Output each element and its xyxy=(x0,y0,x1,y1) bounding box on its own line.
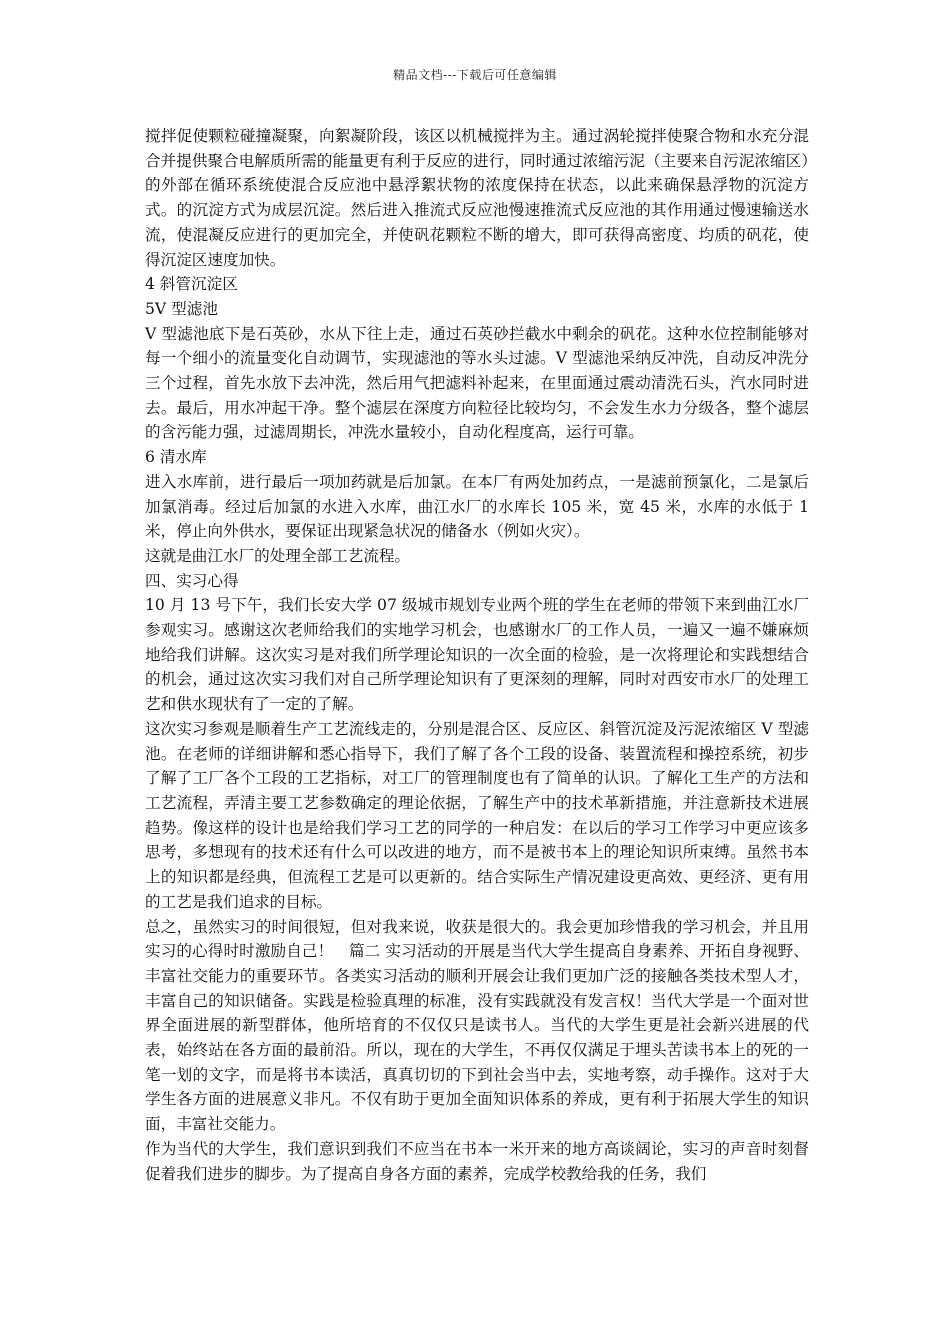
paragraph: 进入水库前，进行最后一项加药就是后加氯。在本厂有两处加药点，一是滤前预氯化，二是氯后加氯消毒。经过后加氯的水进入水库，曲江水厂的水库长 105 米，宽 45 米，水库的水低于 1 米，停止向外供水，要保证出现紧急状况的储备水（例如火灾）。 xyxy=(145,472,809,541)
paragraph: 作为当代的大学生，我们意识到我们不应当在书本一米开来的地方高谈阔论，实习的声音时刻督促着我们进步的脚步。为了提高自身各方面的素养，完成学校教给我的任务，我们 xyxy=(145,1139,809,1183)
paragraph: 这就是曲江水厂的处理全部工艺流程。 xyxy=(145,546,411,565)
section-heading: 5V 型滤池 xyxy=(145,299,218,318)
paragraph: 10 月 13 号下午，我们长安大学 07 级城市规划专业两个班的学生在老师的带领下来到曲江水厂参观实习。感谢这次老师给我们的实地学习机会，也感谢水厂的工作人员，一遍又一遍不嫌麻烦地给我们讲解。这次实习是对我们所学理论知识的一次全面的检验，是一次将理论和实践想结合的机会，通过这次实习我们对自己所学理论知识有了更深刻的理解，同时对西安市水厂的处理工艺和供水现状有了一定的了解。 xyxy=(145,596,809,714)
section-heading: 6 清水库 xyxy=(145,448,207,467)
section-heading: 四、实习心得 xyxy=(145,571,239,590)
paragraph: 这次实习参观是顺着生产工艺流线走的，分别是混合区、反应区、斜管沉淀及污泥浓缩区 V 型滤池。在老师的详细讲解和悉心指导下，我们了解了各个工段的设备、装置流程和操控系统，初步了解了工厂各个工段的工艺指标，对工厂的管理制度也有了简单的认识。了解化工生产的方法和工艺流程，弄清主要工艺参数确定的理论依据，了解生产中的技术革新措施，并注意新技术进展趋势。像这样的设计也是给我们学习工艺的同学的一种启发：在以后的学习工作学习中更应该多思考，多想现有的技术还有什么可以改进的地方，而不是被书本上的理论知识所束缚。虽然书本上的知识都是经典，但流程工艺是可以更新的。结合实际生产情况建设更高效、更经济、更有用的工艺是我们追求的目标。 xyxy=(145,719,809,911)
document-body xyxy=(145,124,809,1186)
page-header: 精品文档---下载后可任意编辑 xyxy=(393,68,557,82)
paragraph: V 型滤池底下是石英砂，水从下往上走，通过石英砂拦截水中剩余的矾花。这种水位控制能够对每一个细小的流量变化自动调节，实现滤池的等水头过滤。V 型滤池采纳反冲洗，自动反冲洗分三个过程，首先水放下去冲洗，然后用气把滤料补起来，在里面通过震动清洗石头，汽水同时进去。最后，用水冲起干净。整个滤层在深度方向粒径比较均匀，不会发生水力分级各，整个滤层的含污能力强，过滤周期长，冲洗水量较小，自动化程度高，运行可靠。 xyxy=(145,324,809,442)
section-heading: 4 斜管沉淀区 xyxy=(145,275,238,294)
paragraph: 总之，虽然实习的时间很短，但对我来说，收获是很大的。我会更加珍惜我的学习机会，并且用实习的心得时时激励自己！ 篇二 实习活动的开展是当代大学生提高自身素养、开拓自身视野、丰富社交能力的重要环节。各类实习活动的顺利开展会让我们更加广泛的接触各类技术型人才，丰富自己的知识储备。实践是检验真理的标准，没有实践就没有发言权！当代大学是一个面对世界全面进展的新型群体，他所培育的不仅仅只是读书人。当代的大学生更是社会新兴进展的代表，始终站在各方面的最前沿。所以，现在的大学生，不再仅仅满足于埋头苦读书本上的死的一笔一划的文字，而是将书本读活，真真切切的下到社会当中去，实地考察，动手操作。这对于大学生各方面的进展意义非凡。不仅有助于更加全面知识体系的养成，更有利于拓展大学生的知识面，丰富社交能力。 xyxy=(145,917,809,1134)
paragraph: 搅拌促使颗粒碰撞凝聚，向絮凝阶段，该区以机械搅拌为主。通过涡轮搅拌使聚合物和水充分混合并提供聚合电解质所需的能量更有利于反应的进行，同时通过浓缩污泥（主要来自污泥浓缩区）的外部在循环系统使混合反应池中悬浮絮状物的浓度保持在状态，以此来确保悬浮物的沉淀方式。的沉淀方式为成层沉淀。然后进入推流式反应池慢速推流式反应池的其作用通过慢速输送水流，使混凝反应进行的更加完全，并使矾花颗粒不断的增大，即可获得高密度、均质的矾花，使得沉淀区速度加快。 xyxy=(145,127,809,269)
